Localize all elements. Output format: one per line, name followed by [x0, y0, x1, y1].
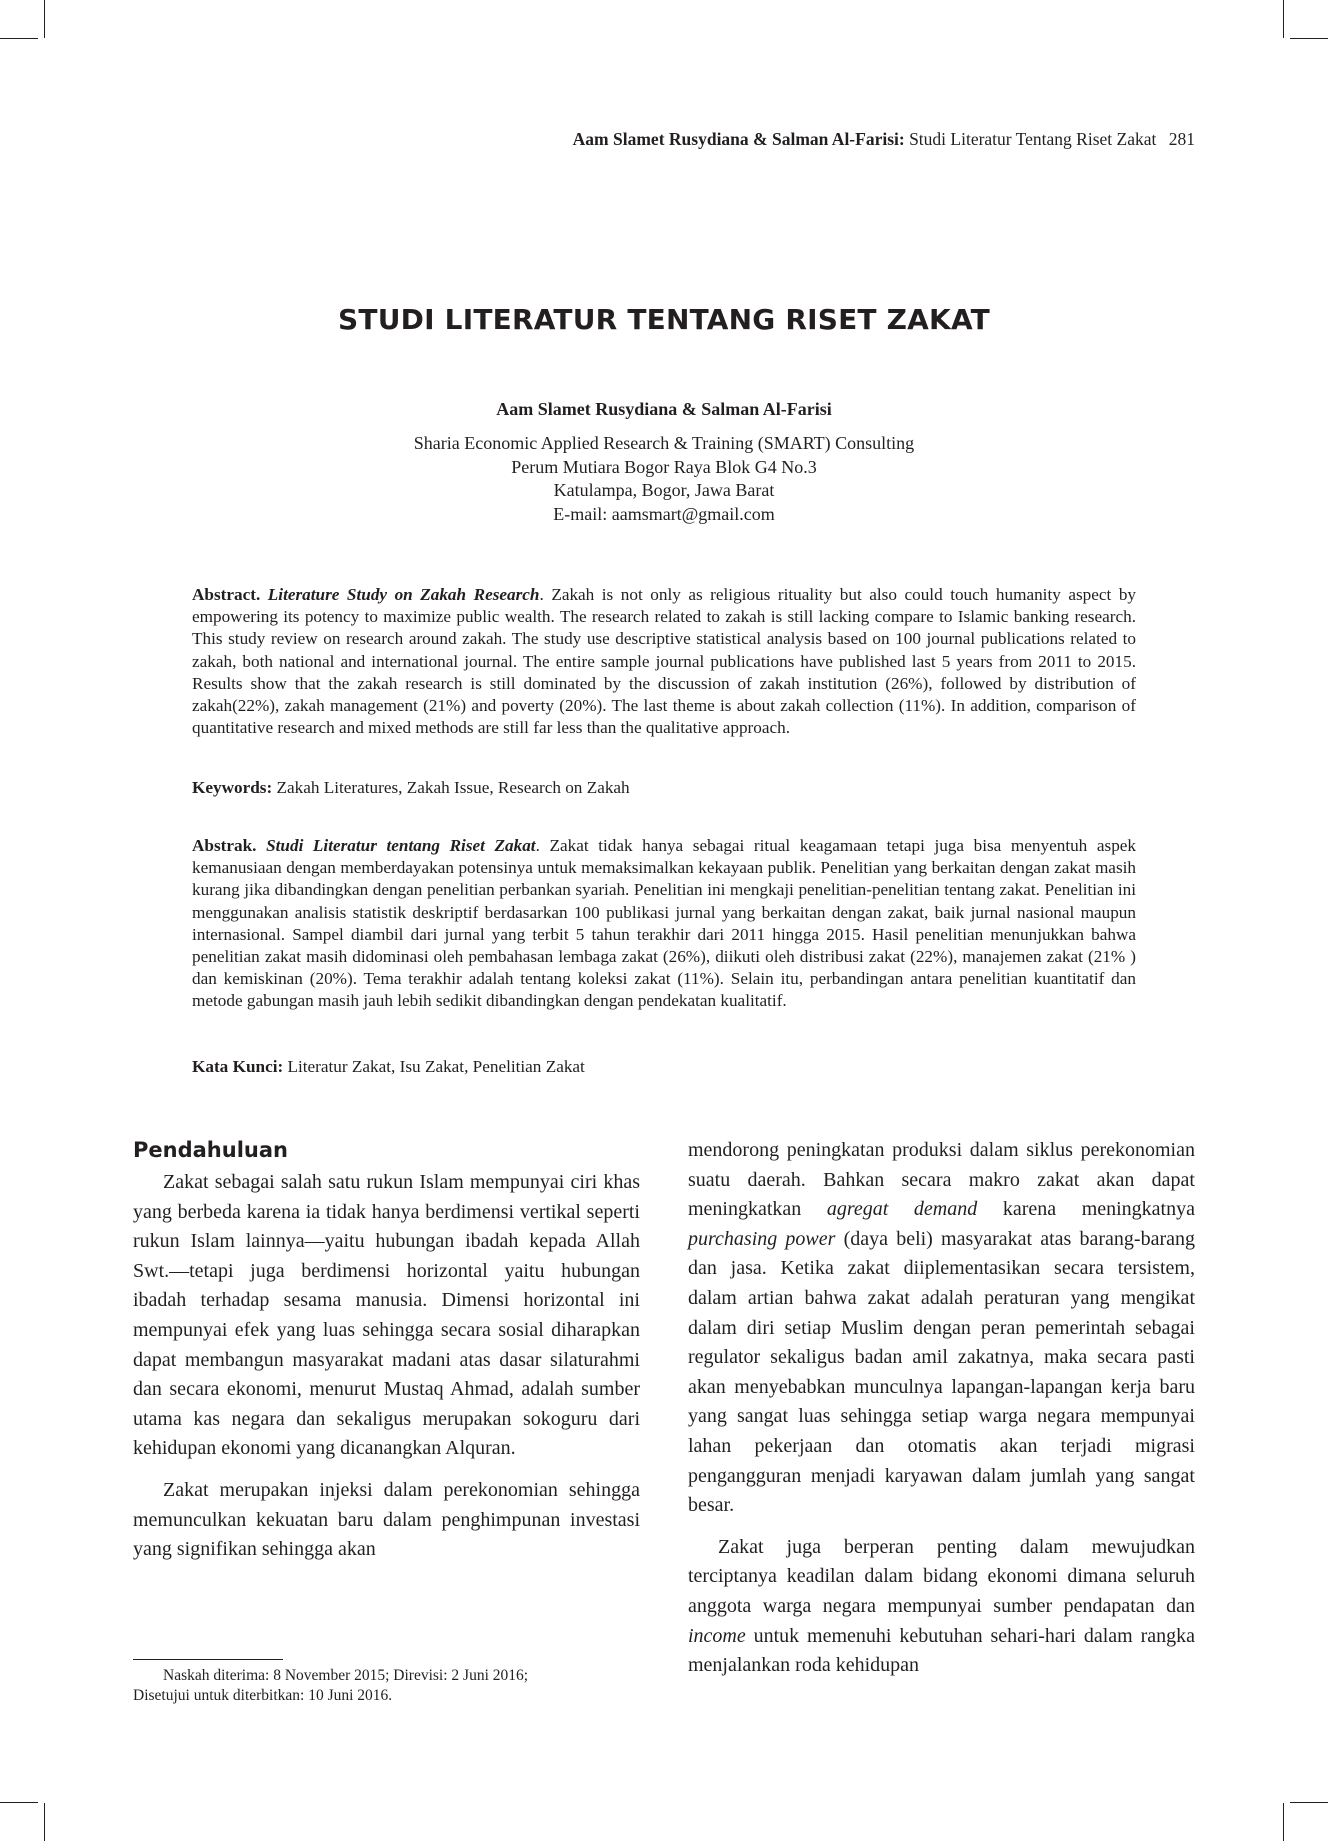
text-run: (daya beli) masyarakat atas barang-barang dan jasa. Ketika zakat diiplementasikan secara tersistem, dalam artian bahwa zakat adalah peraturan yang mengikat dalam diri setiap Muslim dengan peran pemerintah sebagai regulator sekaligus badan amil zakatnya, maka secara pasti akan menyebabkan munculnya lapangan-lapangan kerja baru yang sangat luas sehingga setiap warga negara mempunyai lahan pekerjaan dan otomatis akan terjadi migrasi pengangguran menjadi karyawan dalam jumlah yang sangat besar. — [688, 1227, 1195, 1517]
body-column-left — [133, 1168, 640, 1565]
text-run: karena meningkatnya — [977, 1198, 1195, 1221]
footnote-line: Naskah diterima: 8 November 2015; Direvisi: 2 Juni 2016; — [163, 1667, 529, 1684]
abstract-subtitle: Literature Study on Zakah Research — [267, 585, 540, 604]
crop-mark — [0, 38, 38, 39]
paper-title: STUDI LITERATUR TENTANG RISET ZAKAT — [338, 303, 990, 336]
abstrak-label: Abstrak. — [192, 836, 257, 855]
affiliation-line: Sharia Economic Applied Research & Training (SMART) Consulting — [413, 433, 915, 453]
body-column-right — [688, 1136, 1195, 1681]
page-number: 281 — [1168, 129, 1195, 149]
crop-mark — [0, 1802, 38, 1803]
abstract-label: Abstract. — [192, 585, 261, 604]
kata-kunci-text: Literatur Zakat, Isu Zakat, Penelitian Zakat — [287, 1057, 585, 1076]
body-paragraph — [688, 1136, 1195, 1521]
text-run: Zakat juga berperan penting dalam mewujudkan terciptanya keadilan dalam bidang ekonomi dimana seluruh anggota warga negara mempunyai sumber pendapatan dan — [688, 1535, 1195, 1617]
keywords-english — [192, 778, 630, 798]
section-heading: Pendahuluan — [133, 1138, 288, 1162]
abstrak-text: . Zakat tidak hanya sebagai ritual keagamaan tetapi juga bisa menyentuh aspek kemanusiaan dengan memberdayakan potensinya untuk memaksimalkan kekayaan publik. Penelitian yang berkaitan dengan zakat masih kurang jika dibandingkan dengan penelitian perbankan syariah. Penelitian ini mengkaji penelitian-penelitian tentang zakat. Penelitian ini menggunakan analisis statistik deskriptif berdasarkan 100 publikasi jurnal yang berkaitan dengan zakat, baik jurnal nasional maupun internasional. Sampel diambil dari jurnal yang terbit 5 tahun terakhir dari 2011 hingga 2015. Hasil penelitian menunjukkan bahwa penelitian zakat masih didominasi oleh pembahasan lembaga zakat (26%), diikuti oleh distribusi zakat (22%), manajemen zakat (21% ) dan kemiskinan (20%). Tema terakhir adalah tentang koleksi zakat (11%). Selain itu, perbandingan antara penelitian kuantitatif dan metode gabungan masih jauh lebih sedikit dibandingkan dengan pendekatan kualitatif. — [192, 836, 1137, 1011]
crop-mark — [1290, 1802, 1328, 1803]
text-run: untuk memenuhi kebutuhan sehari-hari dalam rangka menjalankan roda kehidupan — [688, 1624, 1195, 1677]
running-head-authors: Aam Slamet Rusydiana & Salman Al-Farisi: — [572, 129, 905, 149]
body-paragraph: Zakat merupakan injeksi dalam perekonomian sehingga memunculkan kekuatan baru dalam penghimpunan investasi yang signifikan sehingga akan — [133, 1478, 640, 1561]
abstract-english — [192, 584, 1136, 739]
keywords-label: Keywords: — [192, 778, 273, 797]
body-paragraph: Zakat sebagai salah satu rukun Islam mempunyai ciri khas yang berbeda karena ia tidak hanya berdimensi vertikal seperti rukun Islam lainnya—yaitu hubungan ibadah kepada Allah Swt.—tetapi juga berdimensi horizontal yaitu hubungan ibadah terhadap sesama manusia. Dimensi horizontal ini mempunyai efek yang luas sehingga secara sosial diharapkan dapat membangun masyarakat madani atas dasar silaturahmi dan secara ekonomi, menurut Mustaq Ahmad, adalah sumber utama kas negara dan sekaligus merupakan sokoguru dari kehidupan ekonomi yang dicanangkan Alquran. — [133, 1171, 640, 1460]
abstract-text: . Zakah is not only as religious rituality but also could touch humanity aspect by empowering its potency to maximize public wealth. The research related to zakah is still lacking compare to Islamic banking research. This study review on research around zakah. The study use descriptive statistical analysis based on 100 journal publications related to zakah, both national and international journal. The entire sample journal publications have published last 5 years from 2011 to 2015. Results show that the zakah research is still dominated by the discussion of zakah institution (26%), followed by distribution of zakah(22%), zakah management (21%) and poverty (20%). The last theme is about zakah collection (11%). In addition, comparison of quantitative research and mixed methods are still far less than the qualitative approach. — [192, 585, 1137, 738]
keywords-text: Zakah Literatures, Zakah Issue, Research on Zakah — [276, 778, 630, 797]
crop-mark — [44, 1803, 45, 1841]
italic-term: agregat demand — [826, 1198, 978, 1221]
abstract-indonesian — [192, 835, 1136, 1013]
affiliation — [0, 432, 1328, 526]
kata-kunci-label: Kata Kunci: — [192, 1057, 284, 1076]
text-run: mendorong peningkatan produksi dalam siklus perekonomian suatu daerah. Bahkan secara makro zakat akan dapat meningkatkan — [688, 1139, 1195, 1221]
body-paragraph — [688, 1533, 1195, 1681]
footnote-line: Disetujui untuk diterbitkan: 10 Juni 2016. — [133, 1687, 393, 1704]
crop-mark — [1283, 0, 1284, 38]
crop-mark — [44, 0, 45, 38]
italic-term: purchasing power — [688, 1227, 836, 1250]
crop-mark — [1283, 1803, 1284, 1841]
running-head-title: Studi Literatur Tentang Riset Zakat — [909, 129, 1157, 149]
crop-mark — [1290, 38, 1328, 39]
keywords-indonesian — [192, 1057, 585, 1077]
affiliation-line: Perum Mutiara Bogor Raya Blok G4 No.3 — [511, 456, 817, 477]
affiliation-line: Katulampa, Bogor, Jawa Barat — [553, 480, 775, 500]
footnote-rule — [133, 1659, 283, 1660]
footnote — [133, 1666, 640, 1706]
paper-authors: Aam Slamet Rusydiana & Salman Al-Farisi — [496, 399, 832, 419]
italic-term: income — [688, 1624, 746, 1647]
affiliation-email: E-mail: aamsmart@gmail.com — [553, 503, 775, 524]
abstrak-subtitle: Studi Literatur tentang Riset Zakat — [266, 836, 536, 855]
running-head — [573, 129, 1195, 150]
